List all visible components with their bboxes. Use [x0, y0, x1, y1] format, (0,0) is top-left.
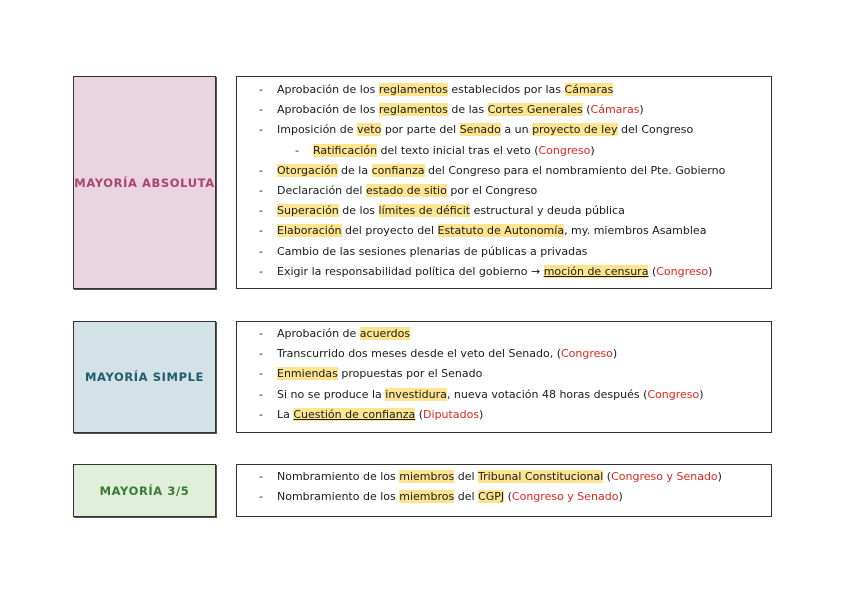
list-item	[237, 324, 771, 344]
list-item	[237, 467, 771, 487]
item-text: estructural y deuda pública	[470, 204, 625, 218]
bullet-dash: -	[295, 143, 299, 157]
sub-list-item	[237, 141, 771, 161]
item-text: La	[277, 407, 294, 421]
item-text: Nombramiento de los	[277, 490, 400, 504]
item-text: Aprobación de los	[277, 103, 379, 117]
chamber-note: Diputados	[423, 407, 480, 421]
bullet-dash: -	[259, 264, 263, 278]
item-text: del	[454, 490, 479, 504]
chamber-note: Congreso y Senado	[611, 470, 718, 483]
list-item	[237, 242, 771, 262]
bullet-dash: -	[259, 490, 263, 504]
item-text: Aprobación de los	[277, 83, 379, 96]
list-item	[237, 344, 771, 364]
item-text: (	[582, 103, 591, 117]
list-item	[237, 385, 771, 405]
chamber-note: Cámaras	[590, 103, 640, 117]
label-mayoria-simple	[73, 321, 216, 433]
highlighted-term: miembros	[399, 470, 455, 483]
list-item	[237, 262, 771, 282]
item-text: Exigir la responsabilidad política del gobierno →	[277, 264, 544, 278]
chamber-note: Congreso	[647, 387, 700, 401]
item-text: )	[717, 470, 722, 483]
list-item	[237, 364, 771, 384]
highlighted-term: moción de censura	[543, 264, 649, 278]
item-text: del Congreso	[617, 123, 694, 137]
list-item	[237, 120, 771, 140]
bullet-dash: -	[259, 163, 263, 177]
highlighted-term: veto	[357, 123, 382, 137]
chamber-note: Congreso	[538, 143, 591, 157]
item-text: del proyecto del	[341, 224, 438, 238]
highlighted-term: proyecto de ley	[532, 123, 618, 137]
item-text: de los	[338, 204, 379, 218]
list-item	[237, 201, 771, 221]
item-text: del	[454, 470, 479, 483]
highlighted-term: Cámaras	[564, 83, 614, 96]
item-list	[237, 467, 771, 507]
highlighted-term: reglamentos	[378, 103, 448, 117]
bullet-dash: -	[259, 123, 263, 137]
highlighted-term: límites de déficit	[378, 204, 471, 218]
highlighted-term: Tribunal Constitucional	[478, 470, 604, 483]
highlighted-term: Elaboración	[277, 224, 342, 238]
highlighted-term: investidura	[385, 387, 447, 401]
item-text: propuestas por el Senado	[337, 367, 483, 381]
bullet-dash: -	[259, 347, 263, 361]
item-text: Cambio de las sesiones plenarias de públicas a privadas	[277, 244, 588, 258]
section-label: MAYORÍA 3/5	[99, 483, 190, 498]
bullet-dash: -	[259, 183, 263, 197]
item-text: )	[699, 387, 704, 401]
highlighted-term: Ratificación	[313, 143, 378, 157]
item-text: establecidos por las	[447, 83, 565, 96]
bullet-dash: -	[259, 367, 263, 381]
chamber-note: Congreso	[560, 347, 613, 361]
content-mayoria-simple	[236, 321, 772, 433]
list-item	[237, 161, 771, 181]
section-label: MAYORÍA SIMPLE	[85, 370, 204, 384]
bullet-dash: -	[259, 224, 263, 238]
item-text: a un	[500, 123, 533, 137]
item-text: )	[479, 407, 484, 421]
item-text: , my. miembros Asamblea	[564, 224, 707, 238]
label-mayoria-absoluta	[73, 76, 216, 289]
section-label: MAYORÍA ABSOLUTA	[74, 175, 215, 190]
item-text: de la	[337, 163, 372, 177]
list-item	[237, 405, 771, 425]
item-text: (	[603, 470, 612, 483]
item-text: del texto inicial tras el veto (	[377, 143, 539, 157]
list-item	[237, 181, 771, 201]
item-text: Declaración del	[277, 183, 366, 197]
highlighted-term: reglamentos	[378, 83, 448, 96]
highlighted-term: Estatuto de Autonomía	[437, 224, 565, 238]
item-text: Imposición de	[277, 123, 358, 137]
highlighted-term: CGPJ	[478, 490, 505, 504]
item-text: de las	[447, 103, 488, 117]
bullet-dash: -	[259, 387, 263, 401]
item-text: )	[639, 103, 644, 117]
bullet-dash: -	[259, 83, 263, 96]
list-item	[237, 221, 771, 241]
item-list	[237, 324, 771, 425]
chamber-note: Congreso	[656, 264, 709, 278]
highlighted-term: Cuestión de confianza	[293, 407, 416, 421]
highlighted-term: Otorgación	[277, 163, 338, 177]
highlighted-term: confianza	[371, 163, 425, 177]
list-item	[237, 100, 771, 120]
item-text: Si no se produce la	[277, 387, 386, 401]
list-item	[237, 80, 771, 100]
highlighted-term: Superación	[277, 204, 339, 218]
highlighted-term: acuerdos	[359, 327, 411, 340]
item-text: Transcurrido dos meses desde el veto del Senado, (	[277, 347, 561, 361]
highlighted-term: Enmiendas	[277, 367, 338, 381]
highlighted-term: Senado	[459, 123, 501, 137]
bullet-dash: -	[259, 244, 263, 258]
item-text: (	[504, 490, 512, 504]
bullet-dash: -	[259, 204, 263, 218]
item-text: Nombramiento de los	[277, 470, 400, 483]
item-text: del Congreso para el nombramiento del Pte. Gobierno	[424, 163, 726, 177]
content-mayoria-absoluta	[236, 76, 772, 289]
highlighted-term: miembros	[399, 490, 455, 504]
item-list	[237, 80, 771, 282]
item-text: por parte del	[381, 123, 460, 137]
item-text: )	[708, 264, 713, 278]
item-text: (	[415, 407, 424, 421]
highlighted-term: estado de sitio	[365, 183, 447, 197]
item-text: , nueva votación 48 horas después (	[446, 387, 648, 401]
chamber-note: Congreso y Senado	[511, 490, 619, 504]
item-text: por el Congreso	[446, 183, 538, 197]
label-mayoria-3-5	[73, 464, 216, 517]
item-text: )	[590, 143, 595, 157]
bullet-dash: -	[259, 470, 263, 483]
content-mayoria-3-5	[236, 464, 772, 517]
item-text: (	[648, 264, 657, 278]
item-text: Aprobación de	[277, 327, 360, 340]
item-text: )	[618, 490, 623, 504]
bullet-dash: -	[259, 407, 263, 421]
highlighted-term: Cortes Generales	[487, 103, 583, 117]
bullet-dash: -	[259, 103, 263, 117]
list-item	[237, 487, 771, 507]
bullet-dash: -	[259, 327, 263, 340]
item-text: )	[612, 347, 618, 361]
